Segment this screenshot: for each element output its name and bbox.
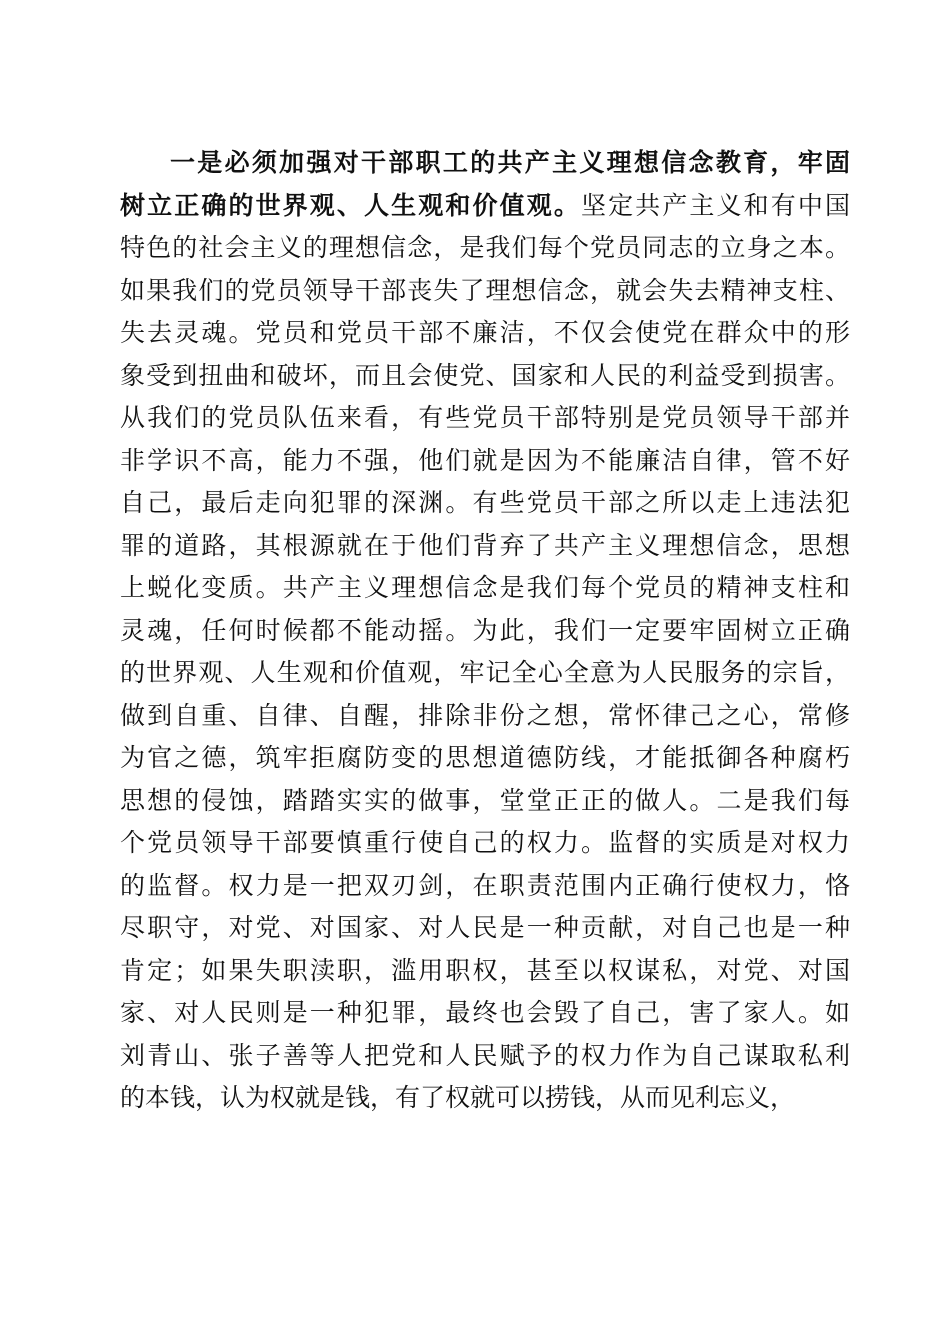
text-line xyxy=(120,950,850,993)
text-line xyxy=(120,865,850,908)
line-text: 象受到扭曲和破坏，而且会使党、国家和人民的利益受到损害。 xyxy=(120,360,850,390)
text-line xyxy=(120,737,850,780)
text-line xyxy=(120,1077,850,1120)
text-line xyxy=(120,312,850,355)
text-line xyxy=(120,185,850,228)
bold-text: 树立正确的世界观、人生观和价值观。 xyxy=(120,190,581,220)
text-line xyxy=(120,142,850,185)
line-text: 灵魂，任何时候都不能动摇。为此，我们一定要牢固树立正确 xyxy=(120,615,850,645)
line-text: 家、对人民则是一种犯罪，最终也会毁了自己，害了家人。如 xyxy=(120,998,850,1027)
line-text: 失去灵魂。党员和党员干部不廉洁，不仅会使党在群众中的形 xyxy=(120,318,850,347)
line-text: 尽职守，对党、对国家、对人民是一种贡献，对自己也是一种 xyxy=(120,913,850,942)
text-line xyxy=(120,567,850,610)
text-line xyxy=(120,440,850,483)
text-line xyxy=(120,780,850,823)
bold-text: 一是必须加强对干部职工的共产主义理想信念教育，牢固 xyxy=(170,148,850,177)
text-line xyxy=(120,610,850,653)
line-text: 特色的社会主义的理想信念，是我们每个党员同志的立身之本。 xyxy=(120,233,850,262)
line-text: 肯定；如果失职渎职，滥用职权，甚至以权谋私，对党、对国 xyxy=(120,955,850,985)
line-text: 为官之德，筑牢拒腐防变的思想道德防线，才能抵御各种腐朽 xyxy=(120,743,850,772)
text-line xyxy=(120,270,850,313)
text-line xyxy=(120,652,850,695)
line-text: 思想的侵蚀，踏踏实实的做事，堂堂正正的做人。二是我们每 xyxy=(120,785,850,815)
text-line xyxy=(120,822,850,865)
text-line xyxy=(120,1035,850,1078)
text-line xyxy=(120,397,850,440)
line-text: 从我们的党员队伍来看，有些党员干部特别是党员领导干部并 xyxy=(120,403,850,432)
text-line xyxy=(120,482,850,525)
text-line xyxy=(120,227,850,270)
line-text: 坚定共产主义和有中国 xyxy=(580,190,850,220)
line-text: 的本钱，认为权就是钱，有了权就可以捞钱，从而见利忘义， xyxy=(120,1083,796,1112)
line-text: 的监督。权力是一把双刃剑，在职责范围内正确行使权力，恪 xyxy=(120,870,850,900)
line-text: 如果我们的党员领导干部丧失了理想信念，就会失去精神支柱、 xyxy=(120,275,850,305)
line-text: 刘青山、张子善等人把党和人民赋予的权力作为自己谋取私利 xyxy=(120,1040,850,1070)
line-text: 个党员领导干部要慎重行使自己的权力。监督的实质是对权力 xyxy=(120,828,850,857)
text-line xyxy=(120,907,850,950)
line-text: 非学识不高，能力不强，他们就是因为不能廉洁自律，管不好 xyxy=(120,445,850,475)
line-text: 做到自重、自律、自醒，排除非份之想，常怀律己之心，常修 xyxy=(120,700,850,730)
line-text: 自己，最后走向犯罪的深渊。有些党员干部之所以走上违法犯 xyxy=(120,488,850,517)
text-line xyxy=(120,525,850,568)
line-text: 上蜕化变质。共产主义理想信念是我们每个党员的精神支柱和 xyxy=(120,573,850,602)
line-text: 的世界观、人生观和价值观，牢记全心全意为人民服务的宗旨， xyxy=(120,658,850,687)
text-line xyxy=(120,695,850,738)
text-line xyxy=(120,355,850,398)
line-text: 罪的道路，其根源就在于他们背弃了共产主义理想信念，思想 xyxy=(120,530,850,560)
text-line xyxy=(120,992,850,1035)
body-paragraph xyxy=(120,142,850,1120)
